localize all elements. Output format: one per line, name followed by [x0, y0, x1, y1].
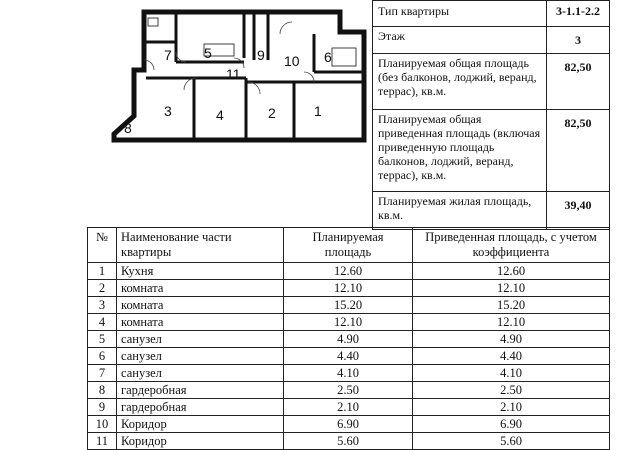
room-label: 7 [164, 47, 172, 63]
summary-value: 82,50 [547, 54, 610, 110]
room-name: гардеробная [117, 382, 284, 399]
table-row [88, 399, 610, 416]
room-area: 6.90 [284, 416, 413, 433]
rooms-table [87, 227, 610, 450]
room-label: 6 [324, 49, 332, 65]
room-name: гардеробная [117, 399, 284, 416]
room-reduced-area: 4.90 [413, 331, 610, 348]
room-reduced-area: 6.90 [413, 416, 610, 433]
row-number: 2 [88, 280, 117, 297]
row-number: 7 [88, 365, 117, 382]
table-row [88, 433, 610, 450]
row-number: 10 [88, 416, 117, 433]
room-label: 2 [268, 105, 276, 121]
room-name: санузел [117, 331, 284, 348]
room-area: 12.10 [284, 280, 413, 297]
summary-row [373, 192, 610, 230]
table-row [88, 280, 610, 297]
room-reduced-area: 12.10 [413, 314, 610, 331]
row-number: 4 [88, 314, 117, 331]
header-name: Наименование части квартиры [117, 228, 284, 263]
table-row [88, 297, 610, 314]
table-row [88, 314, 610, 331]
row-number: 3 [88, 297, 117, 314]
summary-row [373, 27, 610, 54]
summary-value: 82,50 [547, 110, 610, 192]
table-row [88, 331, 610, 348]
row-number: 8 [88, 382, 117, 399]
room-reduced-area: 2.50 [413, 382, 610, 399]
room-reduced-area: 4.40 [413, 348, 610, 365]
room-area: 4.10 [284, 365, 413, 382]
room-name: Кухня [117, 263, 284, 280]
room-name: комната [117, 314, 284, 331]
table-row [88, 365, 610, 382]
row-number: 1 [88, 263, 117, 280]
room-area: 15.20 [284, 297, 413, 314]
room-label: 11 [226, 66, 241, 82]
summary-label: Тип квартиры [373, 1, 547, 27]
summary-row [373, 1, 610, 27]
summary-value: 39,40 [547, 192, 610, 230]
row-number: 6 [88, 348, 117, 365]
room-area: 5.60 [284, 433, 413, 450]
room-area: 4.90 [284, 331, 413, 348]
room-name: комната [117, 297, 284, 314]
room-label: 10 [284, 53, 300, 69]
room-reduced-area: 4.10 [413, 365, 610, 382]
room-reduced-area: 5.60 [413, 433, 610, 450]
apartment-summary-table [372, 0, 610, 230]
row-number: 9 [88, 399, 117, 416]
table-row [88, 416, 610, 433]
room-name: Коридор [117, 416, 284, 433]
summary-row [373, 110, 610, 192]
summary-value: 3-1.1-2.2 [547, 1, 610, 27]
room-reduced-area: 2.10 [413, 399, 610, 416]
summary-label: Этаж [373, 27, 547, 54]
summary-row [373, 54, 610, 110]
room-label: 8 [124, 120, 132, 136]
header-area: Планируемая площадь [284, 228, 413, 263]
room-label: 1 [314, 103, 322, 119]
room-label: 5 [204, 45, 212, 61]
room-area: 12.60 [284, 263, 413, 280]
table-header-row [88, 228, 610, 263]
room-reduced-area: 12.60 [413, 263, 610, 280]
header-num: № [88, 228, 117, 263]
summary-value: 3 [547, 27, 610, 54]
summary-label: Планируемая жилая площадь, кв.м. [373, 192, 547, 230]
row-number: 5 [88, 331, 117, 348]
room-label: 9 [257, 47, 265, 63]
table-row [88, 263, 610, 280]
floor-plan [104, 0, 370, 150]
table-row [88, 348, 610, 365]
header-reduced-area: Приведенная площадь, с учетом коэффициента [413, 228, 610, 263]
room-name: санузел [117, 365, 284, 382]
room-name: комната [117, 280, 284, 297]
summary-label: Планируемая общая площадь (без балконов, лоджий, веранд, террас), кв.м. [373, 54, 547, 110]
room-name: Коридор [117, 433, 284, 450]
room-reduced-area: 12.10 [413, 280, 610, 297]
room-area: 4.40 [284, 348, 413, 365]
row-number: 11 [88, 433, 117, 450]
table-row [88, 382, 610, 399]
room-reduced-area: 15.20 [413, 297, 610, 314]
room-area: 2.10 [284, 399, 413, 416]
room-area: 12.10 [284, 314, 413, 331]
room-area: 2.50 [284, 382, 413, 399]
room-label: 3 [164, 103, 172, 119]
summary-label: Планируемая общая приведенная площадь (включая приведенную площадь балконов, лоджий, веранд, террас), кв.м. [373, 110, 547, 192]
room-name: санузел [117, 348, 284, 365]
room-label: 4 [216, 107, 224, 123]
